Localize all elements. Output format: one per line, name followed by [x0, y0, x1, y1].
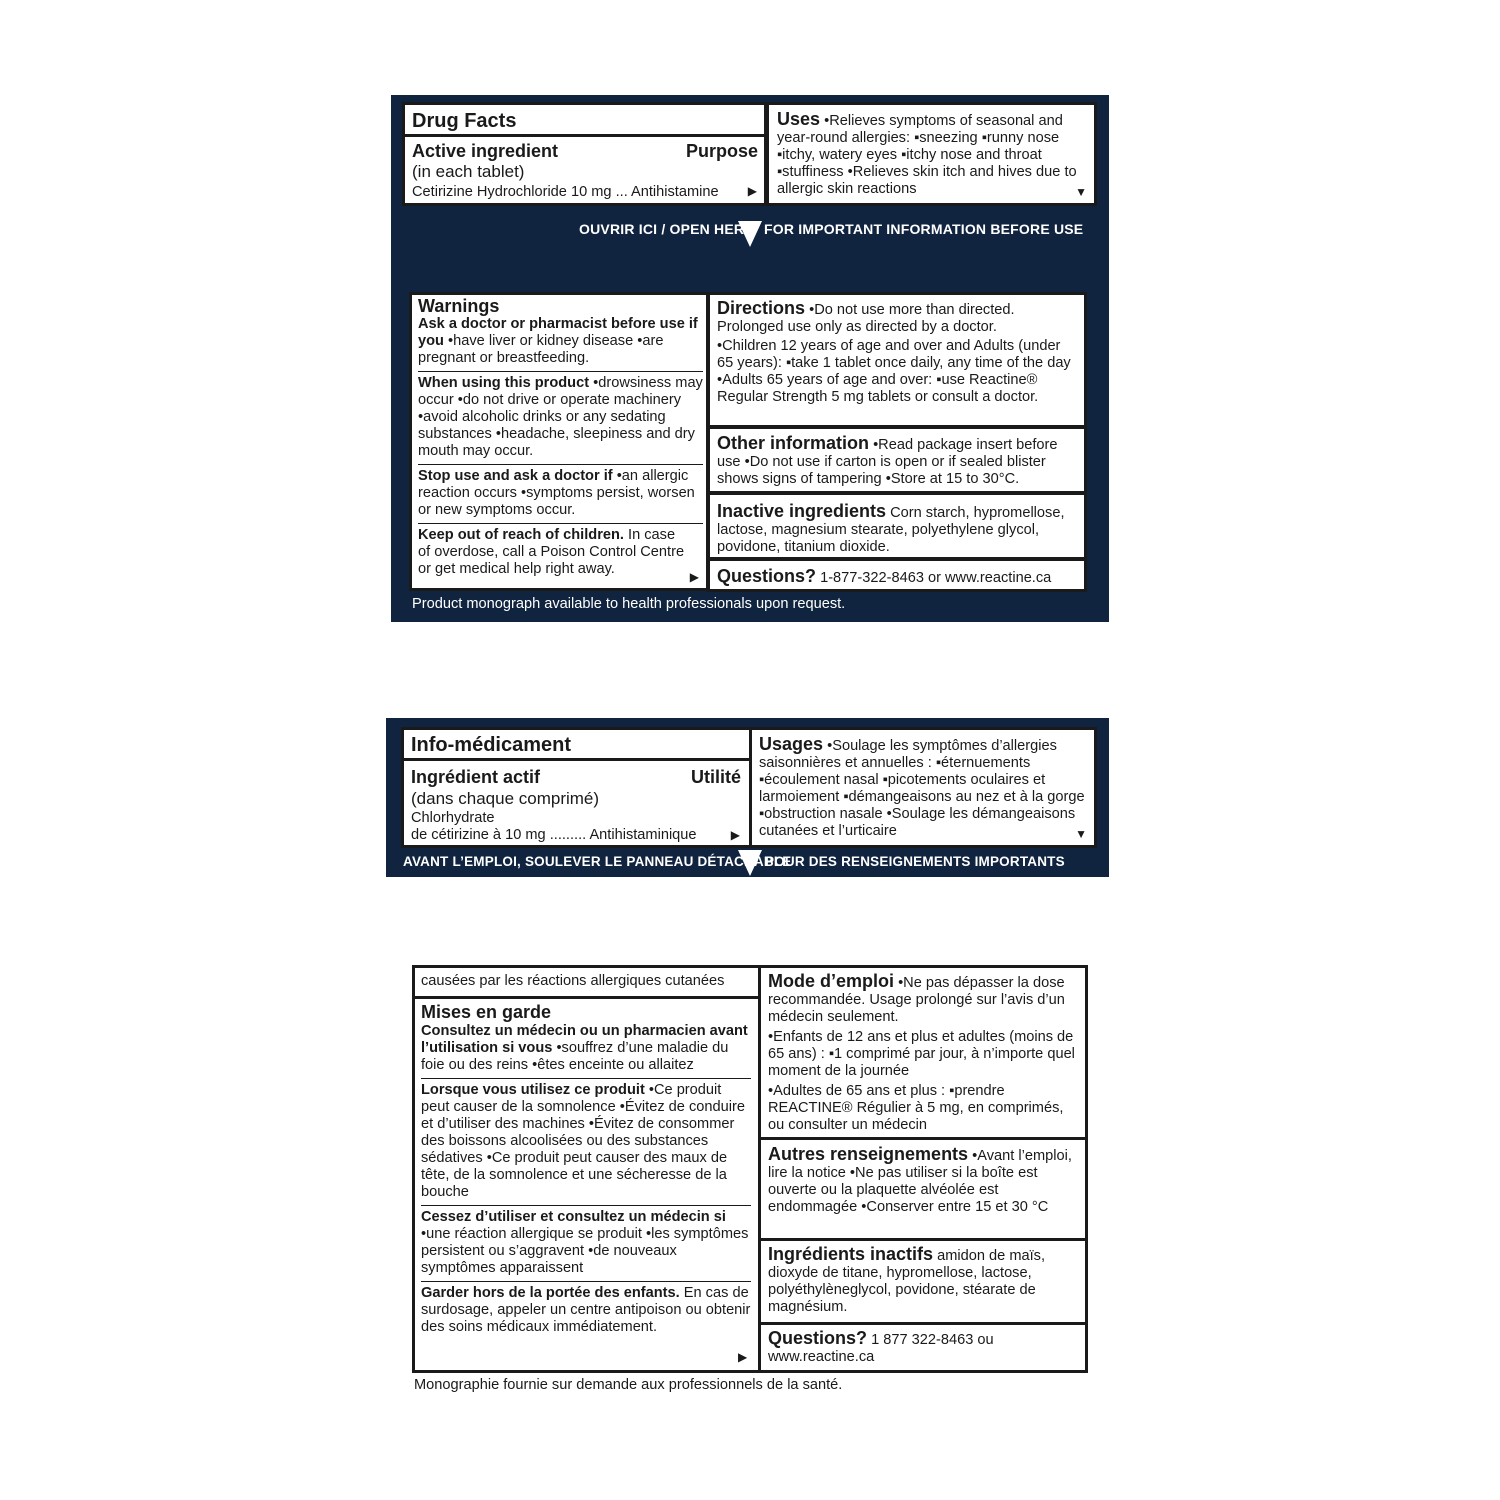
divider	[758, 1238, 1088, 1241]
warning-lorsque	[421, 1082, 751, 1201]
questions-text: 1-877-322-8463 or www.reactine.ca	[820, 570, 1052, 586]
autres-renseignements-content	[768, 1146, 1073, 1216]
divider	[412, 996, 760, 999]
important-info-label: POUR DES RENSEIGNEMENTS IMPORTANTS	[765, 854, 1065, 869]
ingredient-actif-heading: Ingrédient actif	[411, 767, 541, 787]
divider	[418, 371, 703, 372]
warning-cessez-heading: Cessez d’utiliser et consultez un médecin si	[421, 1209, 726, 1225]
warning-garder	[421, 1285, 751, 1336]
questions-heading: Questions?	[717, 566, 817, 586]
divider	[418, 523, 703, 524]
warning-keep-away	[418, 527, 688, 578]
warning-keep-away-text: In case of overdose, call a Poison Control Centre or get medical help right away.	[418, 527, 685, 577]
down-triangle-icon: ▼	[1075, 827, 1087, 841]
divider	[418, 464, 703, 465]
right-triangle-icon: ▶	[730, 828, 740, 842]
warning-ask-doctor	[418, 316, 703, 367]
other-information-box	[707, 426, 1087, 494]
warning-when-using-heading: When using this product	[418, 375, 590, 391]
ingredients-inactifs-heading: Ingrédients inactifs	[768, 1244, 934, 1264]
inactive-ingredients-text: Corn starch, hypromellose, lactose, magnesium stearate, polyethylene glycol, povidone, titanium dioxide.	[717, 505, 1065, 555]
per-tablet-note: (dans chaque comprimé)	[411, 789, 600, 808]
inactive-ingredients-content	[717, 503, 1067, 556]
usages-text: •Soulage les symptômes d’allergies saisonnières et annuelles : ▪éternuements ▪écoulement nasal ▪picotements oculaires et larmoiement ▪démangeaisons au nez et à la gorge ▪obstruction nasale •Soulage les démangeaisons cutanées et l’urticaire	[759, 738, 1085, 839]
ingredient-line-2: de cétirizine à 10 mg ......... Antihistaminique	[411, 827, 697, 843]
ingredients-inactifs-text: amidon de maïs, dioxyde de titane, hypromellose, lactose, polyéthylèneglycol, povidone, stéarate de magnésium.	[768, 1248, 1045, 1315]
uses-box	[766, 102, 1097, 206]
warning-stop-use-heading: Stop use and ask a doctor if	[418, 468, 613, 484]
warnings-content	[418, 298, 703, 578]
drug-facts-title: Drug Facts	[412, 110, 517, 132]
warning-cessez-text: •une réaction allergique se produit •les symptômes persistent ou s’aggravent •de nouveaux symptômes apparaissent	[421, 1226, 749, 1276]
other-information-content	[717, 435, 1077, 488]
ingredients-inactifs-content	[768, 1246, 1073, 1316]
autres-renseignements-heading: Autres renseignements	[768, 1144, 969, 1164]
questions-fr-text: 1 877 322-8463 ou www.reactine.ca	[768, 1332, 994, 1365]
drug-facts-title-box	[402, 102, 767, 137]
warning-when-using-text: •drowsiness may occur •do not drive or operate machinery •avoid alcoholic drinks or any sedating substances •headache, sleepiness and dry mouth may occur.	[418, 375, 703, 459]
inactive-ingredients-heading: Inactive ingredients	[717, 501, 887, 521]
questions-fr-heading: Questions?	[768, 1328, 868, 1348]
mode-emploi-line-3: •Adultes de 65 ans et plus : ▪prendre REACTINE® Régulier à 5 mg, en comprimés, ou consulter un médecin	[768, 1083, 1064, 1133]
monograph-note: Product monograph available to health professionals upon request.	[412, 596, 846, 612]
warning-stop-use-text: •an allergic reaction occurs •symptoms persist, worsen or new symptoms occur.	[418, 468, 695, 518]
directions-box	[707, 292, 1087, 428]
uses-heading: Uses	[777, 109, 821, 129]
directions-heading: Directions	[717, 298, 806, 318]
divider	[758, 1322, 1088, 1325]
divider	[421, 1205, 751, 1206]
important-info-label: FOR IMPORTANT INFORMATION BEFORE USE	[764, 221, 1084, 237]
mises-en-garde-content	[421, 1004, 751, 1336]
uses-text: •Relieves symptoms of seasonal and year-round allergies: ▪sneezing ▪runny nose ▪itchy, watery eyes ▪itchy nose and throat ▪stuffiness •Relieves skin itch and hives due to allergic skin reactions	[777, 113, 1077, 197]
usages-section	[759, 736, 1089, 840]
per-tablet-note: (in each tablet)	[412, 162, 525, 181]
questions-fr-content	[768, 1330, 1028, 1366]
warning-lorsque-text: •Ce produit peut causer de la somnolence •Évitez de conduire et d’utiliser des machines •Évitez de consommer des boissons alcoolisées ou des substances sédatives •Ce produit peut causer des maux de tête, de la somnolence et une sécheresse de la bouche	[421, 1082, 745, 1200]
warning-garder-text: En cas de surdosage, appeler un centre antipoison ou obtenir des soins médicaux immédiatement.	[421, 1285, 751, 1335]
right-triangle-icon: ▶	[747, 184, 757, 198]
open-here-triangle-icon	[738, 221, 762, 247]
other-information-text: •Read package insert before use •Do not use if carton is open or if sealed blister shows signs of tampering •Store at 15 to 30°C.	[717, 437, 1058, 487]
usages-heading: Usages	[759, 734, 824, 754]
mises-en-garde-heading: Mises en garde	[421, 1002, 552, 1022]
directions-line-2: •Children 12 years of age and over and Adults (under 65 years): ▪take 1 tablet once daily, any time of the day •Adults 65 years of age and over: ▪use Reactine® Regular Strength 5 mg tablets or consult a doctor.	[717, 338, 1071, 405]
warning-ask-doctor-text: •have liver or kidney disease •are pregnant or breastfeeding.	[418, 333, 664, 366]
warning-stop-use	[418, 468, 703, 519]
divider	[758, 1137, 1088, 1140]
directions-content	[717, 300, 1077, 406]
usages-continued: causées par les réactions allergiques cutanées	[421, 973, 725, 989]
uses-section	[777, 111, 1087, 198]
ingredient-line: Cetirizine Hydrochloride 10 mg ... Antihistamine	[412, 184, 719, 200]
active-ingredient-box	[402, 134, 767, 206]
info-medicament-title: Info-médicament	[411, 734, 572, 756]
autres-renseignements-text: •Avant l’emploi, lire la notice •Ne pas utiliser si la boîte est ouverte ou la plaquette alvéolée est endommagée •Conserver entre 15 et 30 °C	[768, 1148, 1072, 1215]
right-triangle-icon: ▶	[689, 570, 699, 584]
utilite-heading: Utilité	[690, 767, 741, 787]
other-information-heading: Other information	[717, 433, 869, 453]
mode-emploi-line-1	[768, 973, 1083, 1026]
warning-lorsque-heading: Lorsque vous utilisez ce produit	[421, 1082, 645, 1098]
questions-box	[707, 558, 1087, 592]
usages-box	[749, 727, 1097, 848]
warnings-box	[409, 292, 709, 591]
divider	[421, 1078, 751, 1079]
warning-garder-heading: Garder hors de la portée des enfants.	[421, 1285, 680, 1301]
open-here-triangle-icon	[738, 850, 762, 876]
warning-cessez	[421, 1209, 751, 1277]
directions-line-1	[717, 300, 1077, 336]
warnings-heading: Warnings	[418, 296, 500, 316]
directions-text-1: •Do not use more than directed. Prolonged use only as directed by a doctor.	[717, 302, 1015, 335]
mode-emploi-line-2: •Enfants de 12 ans et plus et adultes (moins de 65 ans) : ▪1 comprimé par jour, à n’importe quel moment de la journée	[768, 1029, 1075, 1079]
right-triangle-icon: ▶	[738, 1350, 748, 1364]
before-use-label: AVANT L’EMPLOI, SOULEVER LE PANNEAU DÉTACHABLE	[403, 854, 792, 869]
open-here-label: OUVRIR ICI / OPEN HERE	[579, 221, 754, 237]
warning-consult-heading: Consultez un médecin ou un pharmacien avant l’utilisation si vous	[421, 1023, 748, 1056]
mode-emploi-text-1: •Ne pas dépasser la dose recommandée. Usage prolongé sur l’avis d’un médecin seulement.	[768, 975, 1065, 1025]
warning-when-using	[418, 375, 703, 460]
info-medicament-title-box	[401, 727, 752, 761]
warning-consult-text: •souffrez d’une maladie du foie ou des reins •êtes enceinte ou allaitez	[421, 1040, 729, 1073]
inactive-ingredients-box	[707, 492, 1087, 560]
mode-emploi-heading: Mode d’emploi	[768, 971, 894, 991]
mode-emploi-content	[768, 973, 1083, 1134]
column-divider	[758, 965, 761, 1373]
warning-consult	[421, 1023, 751, 1074]
purpose-heading: Purpose	[685, 141, 758, 161]
warning-keep-away-heading: Keep out of reach of children.	[418, 527, 624, 543]
questions-content	[717, 568, 1087, 587]
divider	[421, 1281, 751, 1282]
active-ingredient-heading: Active ingredient	[412, 141, 559, 161]
ingredient-line-1: Chlorhydrate	[411, 810, 495, 826]
down-triangle-icon: ▼	[1075, 185, 1087, 199]
ingredient-actif-box	[401, 758, 752, 848]
monographie-note: Monographie fournie sur demande aux professionnels de la santé.	[414, 1377, 843, 1393]
warning-ask-doctor-heading: Ask a doctor or pharmacist before use if you	[418, 316, 698, 349]
